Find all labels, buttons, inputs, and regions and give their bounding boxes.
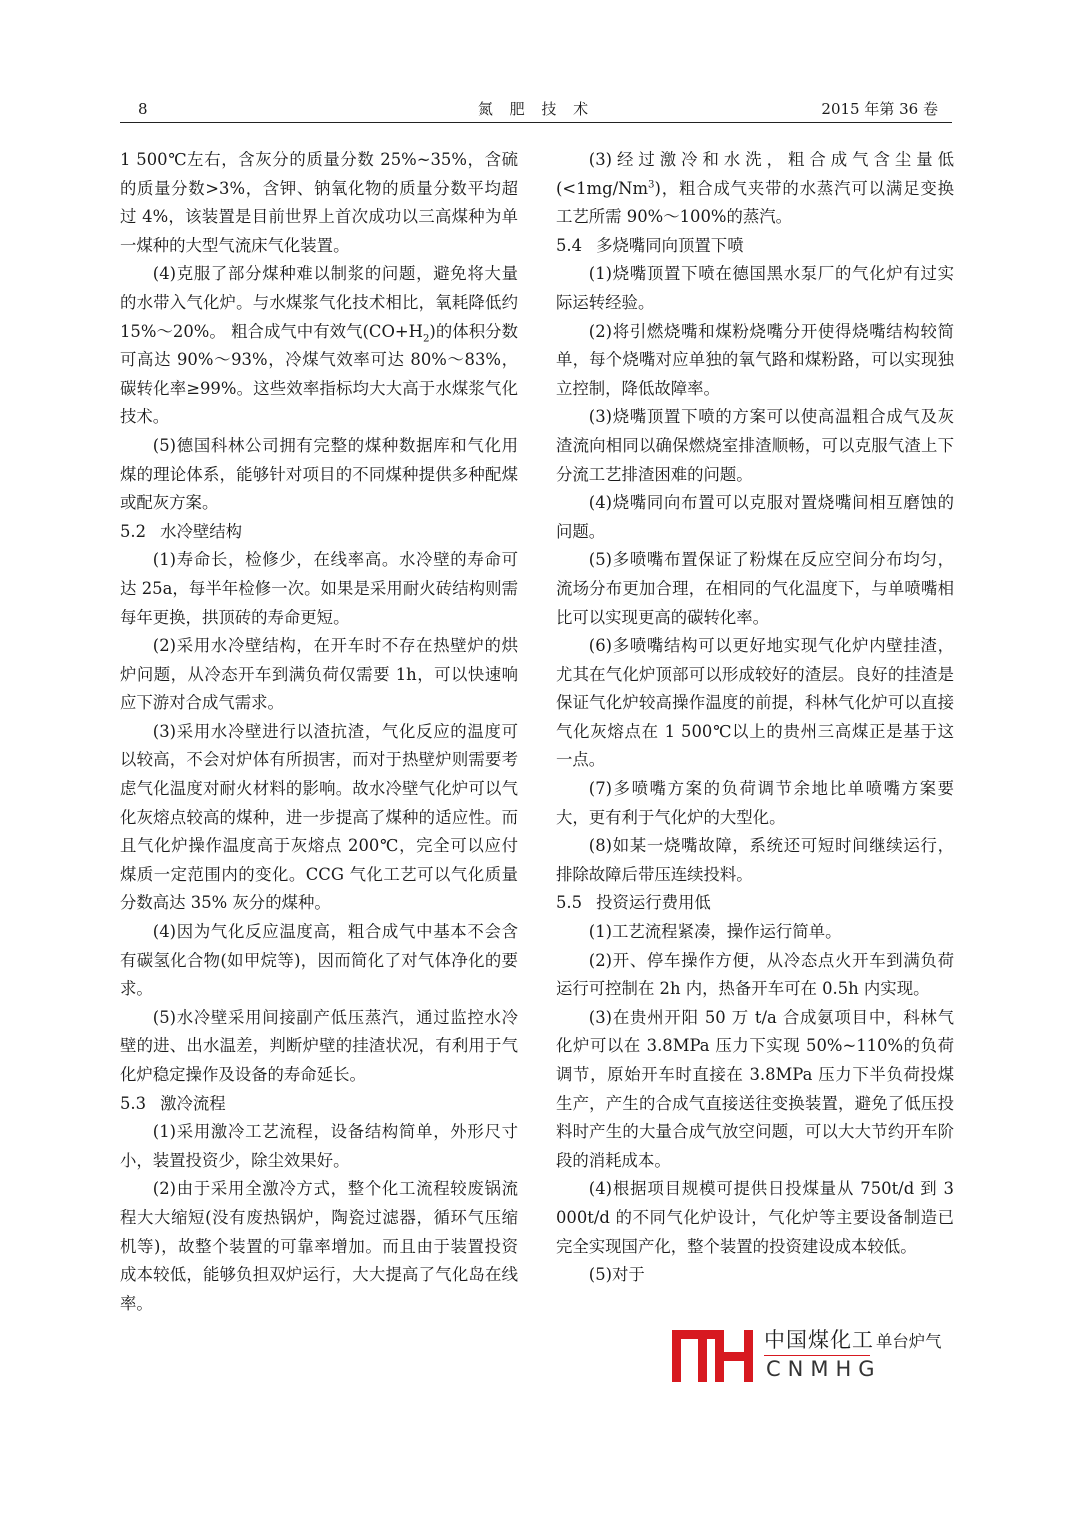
paragraph: (5)水冷壁采用间接副产低压蒸汽，通过监控水冷壁的进、出水温差，判断炉壁的挂渣状况，有利用于气化炉稳定操作及设备的寿命延长。 [120, 1007, 518, 1084]
subscript: 2 [422, 332, 430, 344]
paragraph: (8)如某一烧嘴故障，系统还可短时间继续运行，排除故障后带压连续投料。 [556, 836, 954, 884]
header-rule [120, 122, 952, 123]
cnmhg-logo-icon [668, 1326, 758, 1386]
watermark-logo [668, 1326, 888, 1386]
paragraph: (2)开、停车操作方便，从冷态点火开车到满负荷运行可控制在 2h 内，热备开车可在 0.5h 内实现。 [556, 950, 954, 999]
section-number: 5.3 [120, 1093, 147, 1113]
section-heading-5-5 [556, 889, 954, 918]
paragraph: (1)寿命长，检修少，在线率高。水冷壁的寿命可达 25a，每半年检修一次。如果是采用耐火砖结构则需每年更换，拱顶砖的寿命更短。 [120, 550, 518, 627]
journal-volume: 2015 年第 36 卷 [821, 100, 938, 118]
paragraph: (2)将引燃烧嘴和煤粉烧嘴分开使得烧嘴结构较简单，每个烧嘴对应单独的氧气路和煤粉路，可以实现独立控制，降低故障率。 [556, 321, 954, 398]
paragraph [556, 146, 954, 232]
section-number: 5.5 [556, 893, 583, 913]
paragraph-text: )的体积分数可高达 90%～93%，冷煤气效率可达 80%～83%，碳转化率≥99%。这些效率指标均大大高于水煤浆气化技术。 [120, 321, 518, 427]
section-title: 激冷流程 [160, 1093, 226, 1113]
paragraph: (3)采用水冷壁进行以渣抗渣，气化反应的温度可以较高，不会对炉体有所损害，而对于热壁炉则需要考虑气化温度对耐火材料的影响。故水冷壁气化炉可以气化灰熔点较高的煤种，进一步提高了煤种的适应性。而且气化炉操作温度高于灰熔点 200℃，完全可以应付煤质一定范围内的变化。CCG 气化工艺可以气化质量分数高达 35% 灰分的煤种。 [120, 721, 518, 913]
paragraph: (4)因为气化反应温度高，粗合成气中基本不会含有碳氢化合物(如甲烷等)，因而简化了对气体净化的要求。 [120, 922, 518, 999]
section-number: 5.4 [556, 235, 583, 255]
left-column [120, 146, 518, 1318]
section-heading-5-2 [120, 518, 518, 547]
paragraph: (4)烧嘴同向布置可以克服对置烧嘴间相互磨蚀的问题。 [556, 493, 954, 541]
page-number: 8 [138, 100, 148, 118]
paragraph: (4)根据项目规模可提供日投煤量从 750t/d 到 3 000t/d 的不同气化炉设计，气化炉等主要设备制造已完全实现国产化，整个装置的投资建设成本较低。 [556, 1179, 954, 1256]
watermark-brand-en: CNMHG [766, 1357, 882, 1381]
section-heading-5-3 [120, 1090, 518, 1119]
paragraph: (2)采用水冷壁结构，在开车时不存在热壁炉的烘炉问题，从冷态开车到满负荷仅需要 1h，可以快速响应下游对合成气需求。 [120, 636, 518, 713]
section-number: 5.2 [120, 521, 147, 541]
paragraph-text: )，粗合成气夹带的水蒸汽可以满足变换工艺所需 90%～100%的蒸汽。 [556, 178, 954, 227]
paragraph: (3)在贵州开阳 50 万 t/a 合成氨项目中，科林气化炉可以在 3.8MPa 压力下实现 50%~110%的负荷调节，原始开车时直接在 3.8MPa 压力下半负荷投煤生产，产生的合成气直接送往变换装置，避免了低压投料时产生的大量合成气放空问题，可以大大节约开车阶段的消耗成本。 [556, 1007, 954, 1170]
paragraph: (7)多喷嘴方案的负荷调节余地比单喷嘴方案要大，更有利于气化炉的大型化。 [556, 779, 954, 827]
section-title: 投资运行费用低 [596, 893, 711, 913]
paragraph-text: (4)克服了部分煤种难以制浆的问题，避免将大量的水带入气化炉。与水煤浆气化技术相比，氧耗降低约 15%～20%。 粗合成气中有效气(CO+H [120, 264, 518, 341]
section-heading-5-4 [556, 232, 954, 261]
paragraph: (3)烧嘴顶置下喷的方案可以使高温粗合成气及灰渣流向相同以确保燃烧室排渣顺畅，可以克服气渣上下分流工艺排渣困难的问题。 [556, 407, 954, 484]
paragraph: (1)采用激冷工艺流程，设备结构简单，外形尺寸小，装置投资少，除尘效果好。 [120, 1122, 518, 1170]
paragraph: (5)对于 [588, 1265, 645, 1285]
right-column [556, 146, 954, 1290]
paragraph: (1)工艺流程紧凑，操作运行简单。 [588, 922, 842, 942]
paragraph: (2)由于采用全激冷方式，整个化工流程较废锅流程大大缩短(没有废热锅炉，陶瓷过滤器，循环气压缩机等)，故整个装置的可靠率增加。而且由于装置投资成本较低，能够负担双炉运行，大大提高了气化岛在线率。 [120, 1179, 518, 1313]
running-header [120, 96, 952, 122]
paragraph-text: (3)经过激冷和水洗，粗合成气含尘量低(<1mg/Nm [556, 150, 954, 198]
section-title: 水冷壁结构 [160, 521, 243, 541]
paragraph: 1 500℃左右，含灰分的质量分数 25%~35%，含硫的质量分数>3%，含钾、钠氧化物的质量分数平均超过 4%，该装置是目前世界上首次成功以三高煤种为单一煤种的大型气流床气化装置。 [120, 150, 518, 255]
paragraph [120, 260, 518, 432]
journal-title: 氮 肥 技 术 [477, 100, 595, 118]
paragraph-tail: 单台炉气 [876, 1332, 942, 1351]
paragraph: (1)烧嘴顶置下喷在德国黑水泵厂的气化炉有过实际运转经验。 [556, 264, 954, 312]
superscript: 3 [648, 179, 655, 191]
paragraph: (6)多喷嘴结构可以更好地实现气化炉内壁挂渣，尤其在气化炉顶部可以形成较好的渣层。良好的挂渣是保证气化炉较高操作温度的前提，科林气化炉可以直接气化灰熔点在 1 500℃以上的贵州三高煤正是基于这一点。 [556, 636, 954, 770]
watermark-brand-cn: 中国煤化工 [764, 1328, 874, 1352]
paragraph: (5)多喷嘴布置保证了粉煤在反应空间分布均匀，流场分布更加合理，在相同的气化温度下，与单喷嘴相比可以实现更高的碳转化率。 [556, 550, 954, 627]
paragraph: (5)德国科林公司拥有完整的煤种数据库和气化用煤的理论体系，能够针对项目的不同煤种提供多种配煤或配灰方案。 [120, 435, 518, 513]
section-title: 多烧嘴同向顶置下喷 [596, 235, 744, 255]
